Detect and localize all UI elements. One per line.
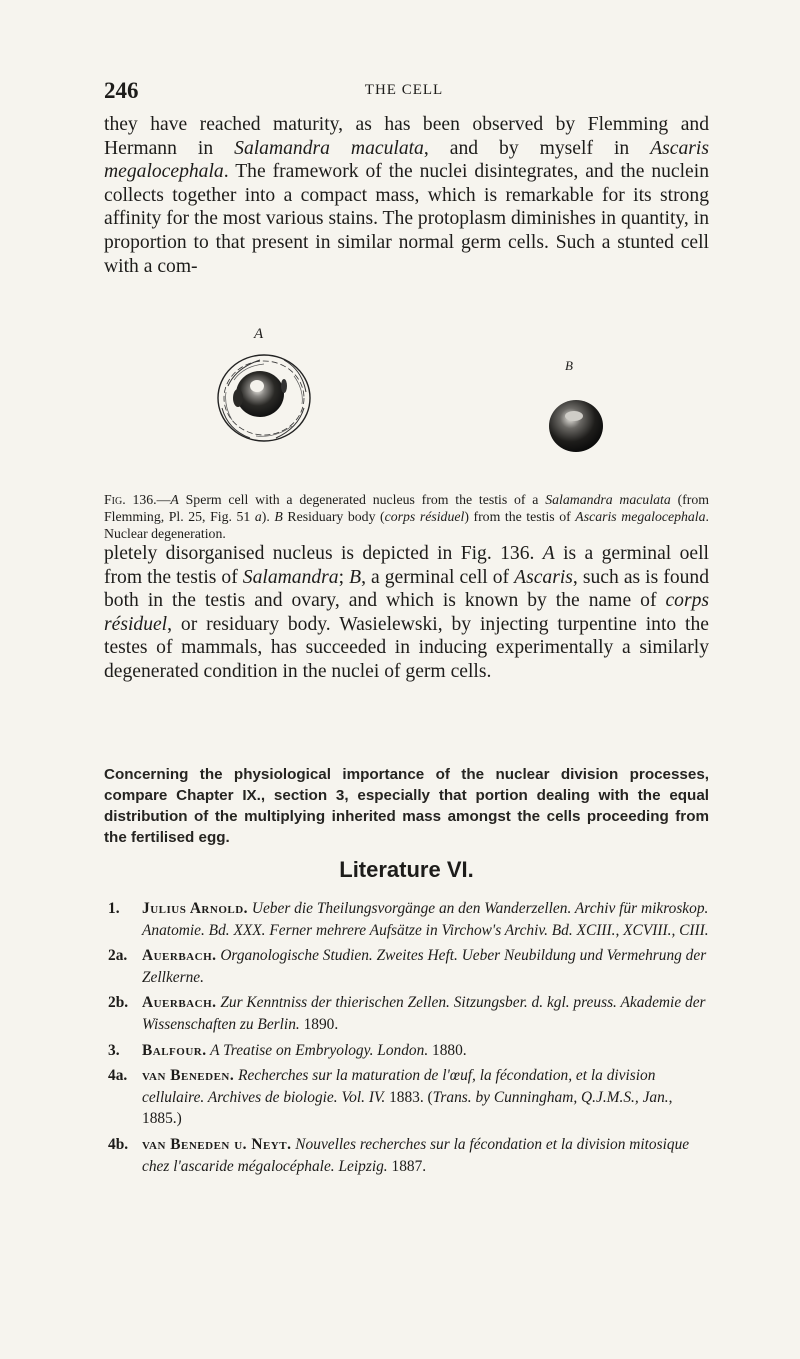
paragraph-1 <box>104 113 709 278</box>
figure-label-b: B <box>565 358 573 373</box>
text: , and by myself in <box>423 137 651 159</box>
italic-text: Ascaris <box>514 566 573 588</box>
summary-note: Concerning the physiological importance of the nuclear division processes, compare Chapter IX., section 3, especially that portion dealing with the equal distribution of the multiplying inherited mass amongst the cells proceeding from the fertilised egg. <box>104 766 709 846</box>
reference-translation: Trans. by Cunningham, Q.J.M.S., Jan. <box>432 1088 669 1106</box>
reference-year: 1883. ( <box>385 1088 433 1106</box>
reference-number: 2b. <box>108 994 129 1012</box>
text: ; <box>338 566 350 588</box>
text: . The framework of the nuclei disintegrates, and the nuclein collects together into a compact mass, which is remarkable for its strong affinity for the most various stains. The protoplasm diminishes in quantity, in proportion to that present in similar normal germ cells. Such a stunted cell with a com- <box>104 161 709 277</box>
reference-year: 1887. <box>387 1157 427 1175</box>
figure-caption <box>104 491 709 542</box>
italic-text: Salamandra <box>242 566 339 588</box>
page-number: 246 <box>104 78 139 103</box>
reference-number: 3. <box>108 1041 120 1059</box>
reference-number: 4a. <box>108 1067 128 1085</box>
sperm-cell-illustration <box>214 346 314 446</box>
text: , or residuary body. Wasielewski, by injecting turpentine into the testes of mammals, has succeeded in inducing experimentally a similarly degenerated condition in the nuclei of germ cells. <box>104 613 709 682</box>
italic-text: corps résiduel <box>104 590 709 635</box>
reference-year: , 1885.) <box>142 1088 673 1128</box>
text: Residuary body ( <box>282 509 385 524</box>
reference-title: Recherches sur la maturation de l'œuf, la fécondation, et la division cellulaire. Archives de biologie. Vol. IV. <box>142 1067 656 1106</box>
reference-author: van Beneden u. Neyt. <box>142 1135 292 1153</box>
reference-year: 1880. <box>428 1041 467 1059</box>
reference-year: 1890. <box>299 1015 339 1033</box>
reference-list <box>104 898 709 1181</box>
running-title: THE CELL <box>364 82 444 98</box>
reference-author: Julius Arnold. <box>142 900 249 917</box>
text: they have reached maturity, as has been observed by Flemming and Hermann in <box>104 114 709 159</box>
paragraph-2 <box>104 542 709 684</box>
reference-title: Ueber die Theilungsvorgänge an den Wanderzellen. Archiv für mikroskop. Anatomie. Bd. XXX. Ferner mehrere Aufsätze in Virchow's Archiv. Bd. XCIII., XCVIII., CIII. <box>142 900 709 939</box>
figure-136 <box>104 326 709 496</box>
reference-title: Zur Kenntniss der thierischen Zellen. Sitzungsber. d. kgl. preuss. Akademie der Wissenschaften zu Berlin. <box>142 994 706 1033</box>
reference-item <box>104 1134 709 1177</box>
italic-text: Salamandra maculata <box>234 137 424 159</box>
reference-author: Balfour. <box>142 1041 207 1059</box>
text: (from Flemming, Pl. 25, Fig. 51 <box>104 492 709 524</box>
residuary-body-illustration <box>544 392 608 456</box>
italic-text: B <box>274 509 283 524</box>
text: Sperm cell with a degenerated nucleus from the testis of a <box>178 492 546 507</box>
text: pletely disorganised nucleus is depicted in Fig. 136. <box>104 543 543 564</box>
running-head <box>104 78 704 104</box>
text: , a germinal cell of <box>361 566 515 588</box>
italic-text: A <box>170 492 179 507</box>
italic-text: Salamandra maculata <box>545 492 671 507</box>
reference-item <box>104 992 709 1035</box>
text: , such as is found both in the testis and ovary, and which is known by the name of <box>104 566 710 612</box>
italic-text: corps résiduel <box>384 509 465 524</box>
reference-number: 4b. <box>108 1135 129 1153</box>
text: is a germinal oell from the testis of <box>104 543 709 588</box>
figure-label-a: A <box>254 326 264 342</box>
reference-item <box>104 1065 709 1130</box>
reference-author: Auerbach. <box>142 947 217 965</box>
figure-number: Fig. 136. <box>104 492 157 507</box>
reference-title: Nouvelles recherches sur la fécondation et la division mitosique chez l'ascaride mégalocéphale. Leipzig. <box>142 1135 690 1175</box>
reference-title: A Treatise on Embryology. London. <box>206 1041 429 1059</box>
reference-number: 2a. <box>108 947 128 965</box>
reference-item <box>104 1040 709 1062</box>
italic-text: B <box>349 566 362 588</box>
text: — <box>156 492 171 507</box>
reference-item <box>104 898 709 941</box>
reference-title: Organologische Studien. Zweites Heft. Ueber Neubildung und Vermehrung der Zellkerne. <box>142 947 707 986</box>
italic-text: a <box>254 509 262 524</box>
reference-item <box>104 945 709 988</box>
italic-text: Ascaris megalocephala <box>575 509 706 524</box>
text: ). <box>261 509 275 524</box>
reference-author: van Beneden. <box>142 1067 235 1085</box>
italic-text: Ascaris megalocephala <box>104 137 709 183</box>
text: ) from the testis of <box>464 509 576 524</box>
text: . Nuclear degeneration. <box>104 509 709 541</box>
reference-author: Auerbach. <box>142 994 217 1012</box>
italic-text: A <box>542 543 555 564</box>
literature-heading: Literature VI. <box>339 857 474 882</box>
reference-number: 1. <box>108 900 120 917</box>
